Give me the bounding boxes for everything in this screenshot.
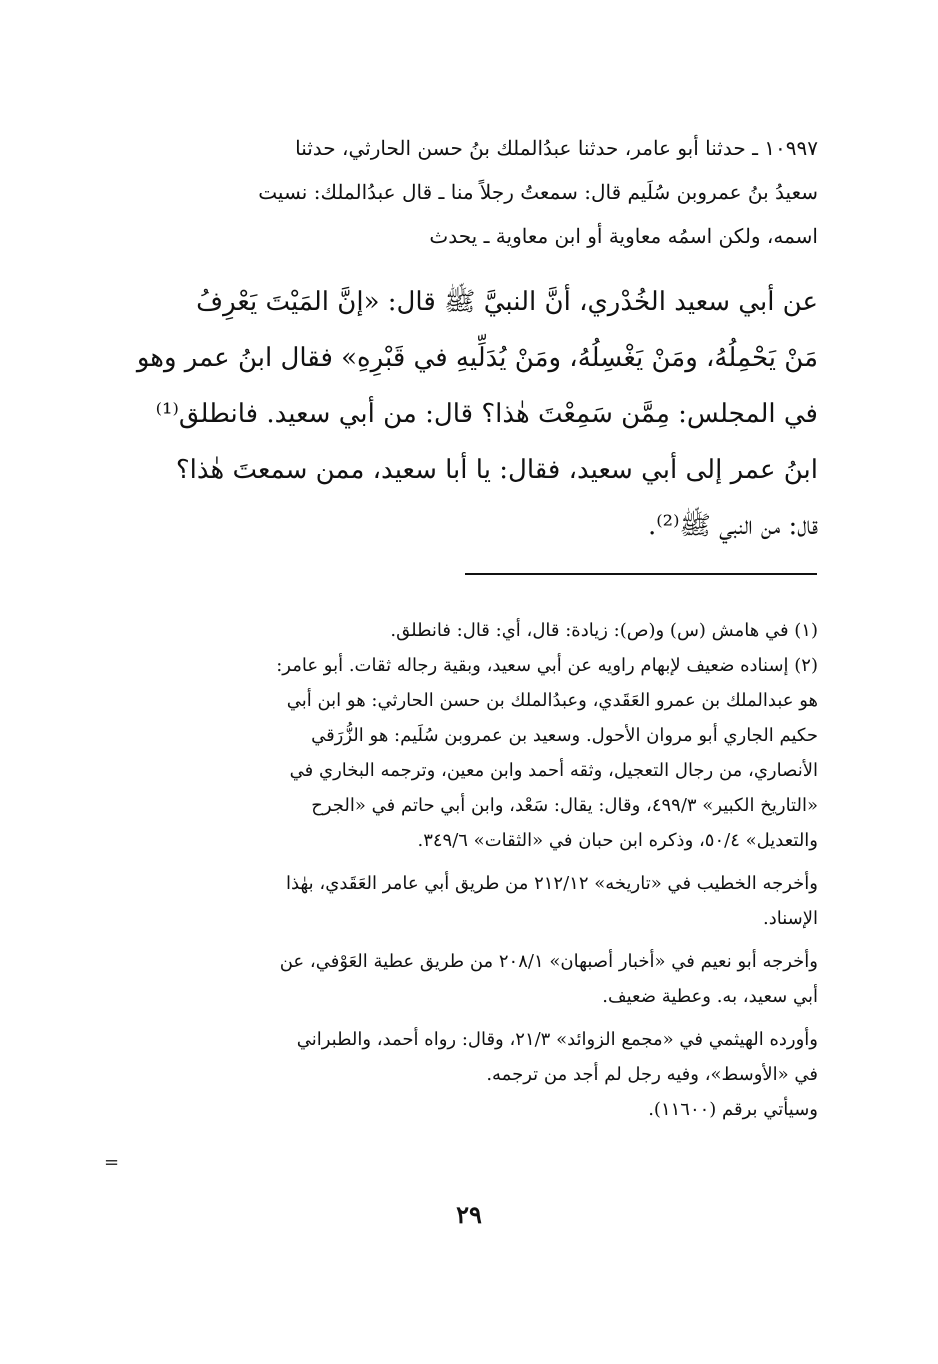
isnad-line: اسمه، ولكن اسمُه معاوية أو ابن معاوية ـ يحدث: [429, 224, 818, 248]
footnote-2-line: والتعديل» ٥٠/٤، وذكره ابن حبان في «الثقات» ٣٤٩/٦.: [417, 830, 818, 851]
isnad-line: سعيدُ بنُ عمروبن سُلَيم قال: سمعتُ رجلاً منا ـ قال عبدُالملك: نسيت: [258, 180, 818, 204]
page-number: ٢٩: [456, 1200, 482, 1229]
footnote-2-line: حكيم الجاري أبو مروان الأحول. وسعيد بن عمروبن سُلَيم: هو الزُّرَقي: [311, 725, 818, 746]
matn-line: في المجلس: مِمَّن سَمِعْتَ هٰذا؟ قال: من أبي سعيد. فانطلق⁽¹⁾: [155, 399, 818, 429]
continuation-mark: =: [104, 1152, 120, 1173]
footnote-2-line: الأنصاري، من رجال التعجيل، وثقه أحمد وابن معين، وترجمه البخاري في: [289, 760, 818, 781]
footnotes: [118, 613, 818, 1127]
footnote-separator: [465, 573, 817, 575]
footnote-paragraph-line: وأخرجه الخطيب في «تاريخه» ٢١٢/١٢ من طريق أبي عامر العَقَدي، بهٰذا: [285, 873, 818, 894]
matn-line: قال: من النبي ﷺ⁽²⁾.: [648, 511, 818, 541]
footnote-1: (١) في هامش (س) و(ص): زيادة: قال، أي: قال: فانطلق.: [390, 620, 818, 641]
footnote-paragraph-line: الإسناد.: [762, 908, 818, 929]
footnote-2-line: «التاريخ الكبير» ٤٩٩/٣، وقال: يقال: سَعْد، وابن أبي حاتم في «الجرح: [311, 795, 818, 816]
footnote-2-line: (٢) إسناده ضعيف لإبهام راويه عن أبي سعيد، وبقية رجاله ثقات. أبو عامر:: [276, 655, 818, 676]
hadith-isnad: [118, 126, 818, 258]
matn-line: ابنُ عمر إلى أبي سعيد، فقال: يا أبا سعيد، ممن سمعتَ هٰذا؟: [175, 455, 818, 485]
hadith-matn: [118, 274, 818, 554]
isnad-line: ١٠٩٩٧ ـ حدثنا أبو عامر، حدثنا عبدُالملك بنُ حسن الحارثي، حدثنا: [295, 136, 818, 160]
footnote-paragraph-line: في «الأوسط»، وفيه رجل لم أجد من ترجمه.: [486, 1064, 818, 1085]
footnote-paragraph-line: وأورده الهيثمي في «مجمع الزوائد» ٢١/٣، وقال: رواه أحمد، والطبراني: [296, 1029, 818, 1050]
footnote-paragraph-line: أبي سعيد، به. وعطية ضعيف.: [602, 986, 818, 1007]
matn-line: عن أبي سعيد الخُدْري، أنَّ النبيَّ ﷺ قال: «إنَّ المَيْتَ يَعْرِفُ: [196, 287, 818, 317]
footnote-cross-reference: وسيأتي برقم (١١٦٠٠).: [648, 1099, 818, 1120]
footnote-paragraph-line: وأخرجه أبو نعيم في «أخبار أصبهان» ٢٠٨/١ من طريق عطية العَوْفي، عن: [279, 951, 818, 972]
matn-line: مَنْ يَحْمِلُهُ، ومَنْ يَغْسِلُهُ، ومَنْ يُدَلِّيهِ في قَبْرِهِ» فقال ابنُ عمر وهو: [136, 343, 818, 373]
footnote-2-line: هو عبدالملك بن عمرو العَقَدي، وعبدُالملك بن حسن الحارثي: هو ابن أبي: [286, 690, 818, 711]
